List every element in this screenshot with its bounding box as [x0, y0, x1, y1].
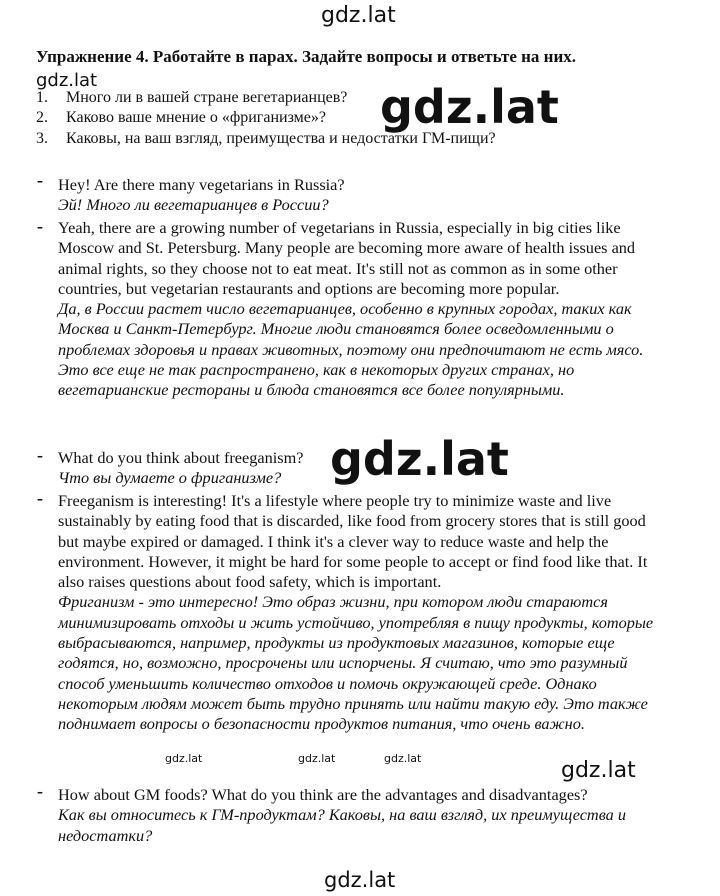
dialogue-dash: -	[37, 216, 43, 236]
dialogue-line-4	[58, 491, 658, 735]
watermark-left: gdz.lat	[36, 70, 98, 91]
watermark-right: gdz.lat	[561, 758, 636, 783]
russian-translation: Да, в России растет число вегетарианцев, особенно в крупных городах, таких как Москва и Санкт-Петербург. Многие люди становятся более осведомленными о проблемах здоровья и правах животных, поэтому они предпочитают не есть мясо. Это все еще не так распространено, как в некоторых других странах, но вегетарианские рестораны и блюда становятся все более популярными.	[58, 299, 644, 400]
dialogue-dash: -	[37, 445, 43, 465]
dialogue-line-5	[58, 785, 658, 846]
watermark-large-middle: gdz.lat	[330, 432, 509, 486]
watermark-large-top: gdz.lat	[380, 80, 559, 134]
russian-translation: Эй! Много ли вегетарианцев в России?	[58, 195, 329, 215]
question-1	[36, 89, 347, 107]
english-text: Yeah, there are a growing number of vegetarians in Russia, especially in big cities like Moscow and St. Petersburg. Many people are becoming more aware of health issues and animal rights, so they choose not to eat meat. It's still not as common as in some other countries, but vegetarian restaurants and options are becoming more popular.	[58, 218, 636, 298]
watermark-small: gdz.lat	[298, 752, 336, 765]
question-2	[36, 109, 326, 127]
english-text: How about GM foods? What do you think are the advantages and disadvantages?	[58, 785, 588, 804]
question-number: 3.	[36, 130, 48, 147]
question-text: Каковы, на ваш взгляд, преимущества и недостатки ГМ-пищи?	[66, 130, 496, 147]
russian-translation: Что вы думаете о фриганизме?	[58, 468, 282, 488]
dialogue-dash: -	[37, 170, 43, 190]
english-text: What do you think about freeganism?	[58, 448, 304, 467]
watermark-top: gdz.lat	[321, 3, 396, 28]
watermark-bottom: gdz.lat	[324, 868, 396, 892]
exercise-heading: Упражнение 4. Работайте в парах. Задайте вопросы и ответьте на них.	[36, 47, 577, 66]
english-text: Freeganism is interesting! It's a lifestyle where people try to minimize waste and live sustainably by eating food that is discarded, like food from grocery stores that is still good but maybe expired or damaged. I think it's a clever way to reduce waste and help the environment. However, it might be hard for some people to accept or find food like that. It also raises questions about food safety, which is important.	[58, 491, 648, 592]
russian-translation: Как вы относитесь к ГМ-продуктам? Каковы, на ваш взгляд, их преимущества и недостатки?	[58, 805, 626, 845]
english-text: Hey! Are there many vegetarians in Russia?	[58, 175, 345, 194]
dialogue-dash: -	[37, 781, 43, 801]
question-number: 2.	[36, 109, 48, 126]
watermark-small: gdz.lat	[165, 752, 203, 765]
dialogue-line-1	[58, 175, 658, 216]
dialogue-line-2	[58, 218, 658, 401]
watermark-small: gdz.lat	[384, 752, 422, 765]
dialogue-dash: -	[37, 488, 43, 508]
question-text: Много ли в вашей стране вегетарианцев?	[66, 89, 348, 106]
question-text: Каково ваше мнение о «фриганизме»?	[66, 109, 326, 126]
russian-translation: Фриганизм - это интересно! Это образ жизни, при котором люди стараются минимизировать отходы и жить устойчиво, употребляя в пищу продукты, которые выбрасываются, например, продукты из продуктовых магазинов, которые еще годятся, но, возможно, просрочены или испорчены. Я считаю, что это разумный способ уменьшить количество отходов и помочь окружающей среде. Однако некоторым людям может быть трудно принять или найти такую еду. Это также поднимает вопросы о безопасности продуктов питания, что очень важно.	[58, 592, 654, 734]
question-number: 1.	[36, 89, 48, 106]
